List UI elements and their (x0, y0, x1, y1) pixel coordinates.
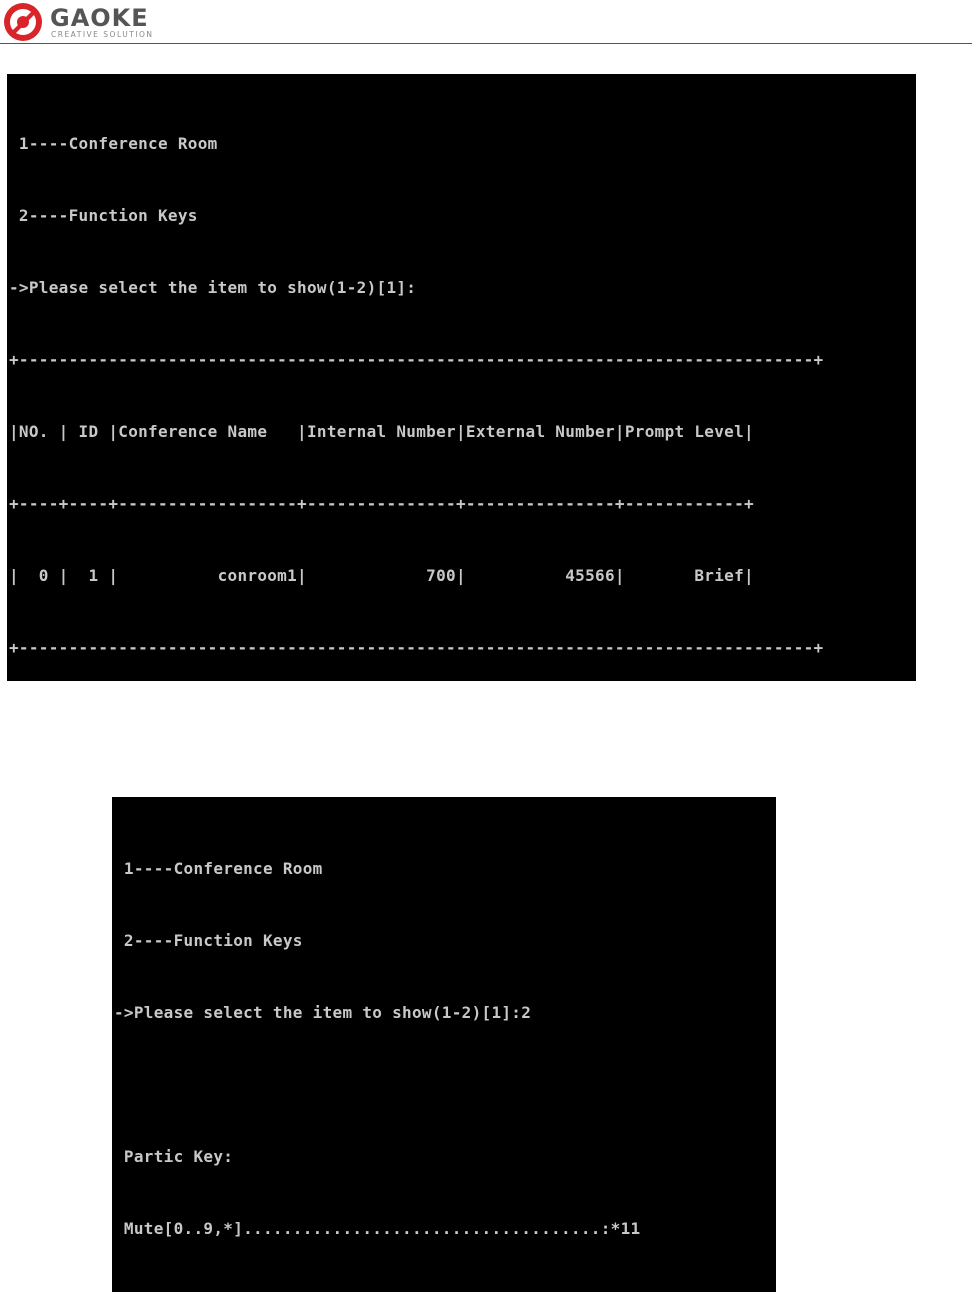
brand-name: GAOKE (50, 4, 149, 32)
terminal-function-keys (112, 797, 776, 1292)
gaoke-logo-icon (3, 2, 43, 42)
terminal-line: 1----Conference Room (9, 134, 218, 153)
table-border: +--------------------------------------------------------------------------------+ (9, 350, 824, 369)
section-heading: Partic Key: (114, 1147, 234, 1166)
table-border: +----+----+------------------+---------------+---------------+------------+ (9, 494, 754, 513)
terminal-line: 2----Function Keys (114, 931, 303, 950)
terminal-conference-room (7, 74, 916, 681)
table-border: +--------------------------------------------------------------------------------+ (9, 638, 824, 657)
terminal-line: 2----Function Keys (9, 206, 198, 225)
terminal-line (114, 1073, 776, 1097)
key-row: Mute[0..9,*]....................................:*11 (114, 1219, 641, 1238)
page-header (0, 0, 972, 44)
terminal-prompt: ->Please select the item to show(1-2)[1]:2 (114, 1003, 532, 1022)
brand-tagline: CREATIVE SOLUTION (51, 30, 154, 39)
table-header-row: |NO. | ID |Conference Name |Internal Number|External Number|Prompt Level| (9, 422, 754, 441)
header-divider (0, 43, 972, 44)
table-row: | 0 | 1 | conroom1| 700| 45566| Brief| (9, 566, 754, 585)
terminal-line: 1----Conference Room (114, 859, 323, 878)
terminal-line: ->Please select the item to show(1-2)[1]: (9, 278, 417, 297)
